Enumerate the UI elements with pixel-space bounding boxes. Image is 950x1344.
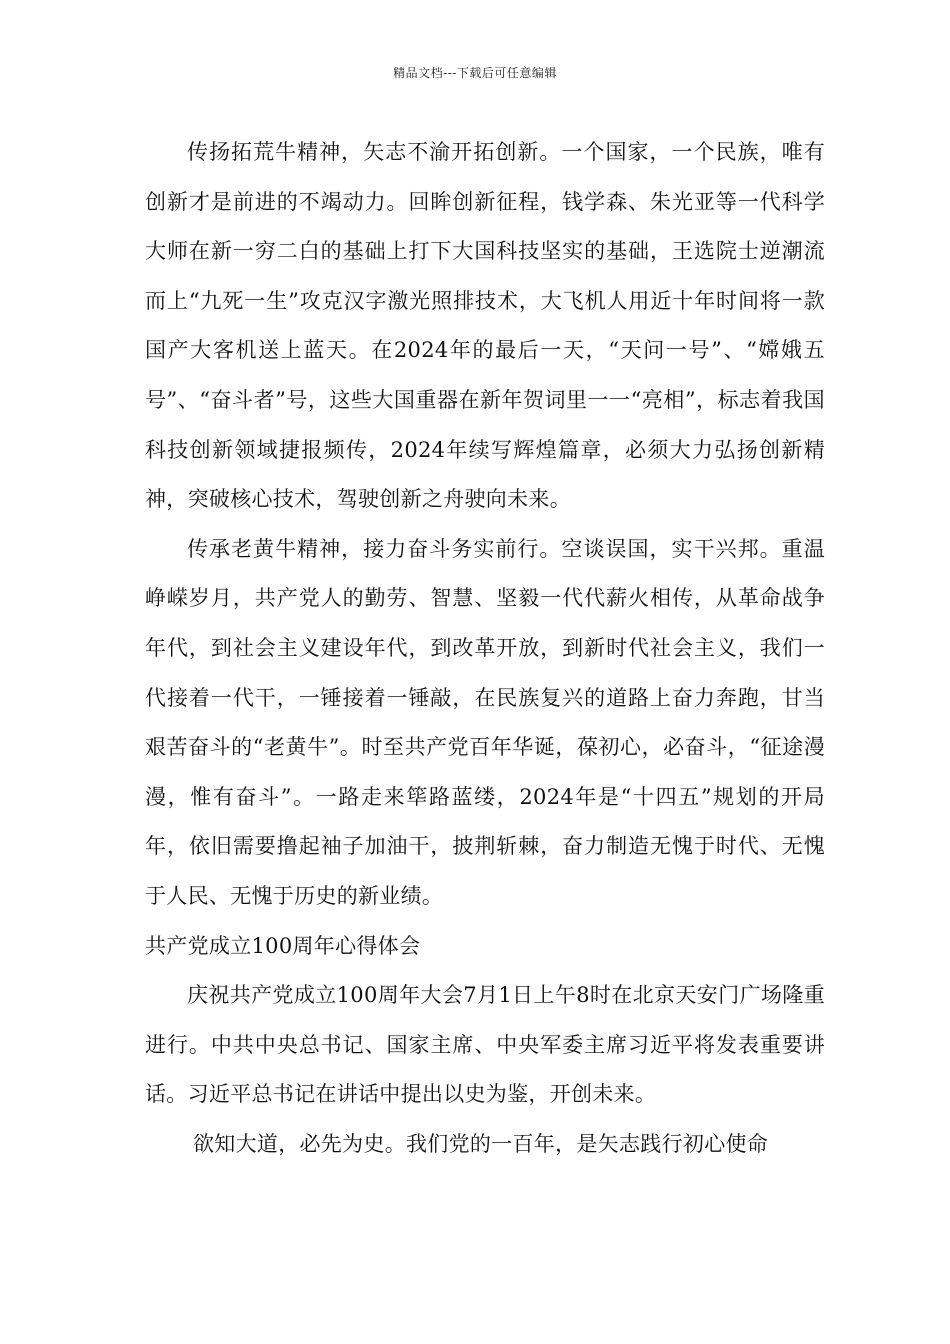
paragraph-pioneering-spirit: 传扬拓荒牛精神，矢志不渝开拓创新。一个国家，一个民族，唯有创新才是前进的不竭动力。回眸创新征程，钱学森、朱光亚等一代科学大师在新一穷二白的基础上打下大国科技坚实的基础，王选院士逆潮流而上“九死一生”攻克汉字激光照排技术，大飞机人用近十年时间将一款国产大客机送上蓝天。在2024年的最后一天，“天问一号”、“嫦娥五号”、“奋斗者”号，这些大国重器在新年贺词里一一“亮相”，标志着我国科技创新领域捷报频传，2024年续写辉煌篇章，必须大力弘扬创新精神，突破核心技术，驾驶创新之舟驶向未来。 [145,140,825,512]
document-body [145,128,825,1169]
paragraph-centenary-ceremony: 庆祝共产党成立100周年大会7月1日上午8时在北京天安门广场隆重进行。中共中央总书记、国家主席、中央军委主席习近平将发表重要讲话。习近平总书记在讲话中提出以史为鉴，开创未来。 [145,983,825,1107]
section-heading: 共产党成立100周年心得体会 [145,933,421,958]
page-header: 精品文档---下载后可任意编辑 [393,66,557,80]
paragraph-history: 欲知大道，必先为史。我们党的一百年，是矢志践行初心使命 [193,1131,769,1156]
paragraph-ox-spirit: 传承老黄牛精神，接力奋斗务实前行。空谈误国，实干兴邦。重温峥嵘岁月，共产党人的勤劳、智慧、坚毅一代代薪火相传，从革命战争年代，到社会主义建设年代，到改革开放，到新时代社会主义，我们一代接着一代干，一锤接着一锤敲，在民族复兴的道路上奋力奔跑，甘当艰苦奋斗的“老黄牛”。时至共产党百年华诞，葆初心，必奋斗，“征途漫漫，惟有奋斗”。一路走来筚路蓝缕，2024年是“十四五”规划的开局年，依旧需要撸起袖子加油干，披荆斩棘，奋力制造无愧于时代、无愧于人民、无愧于历史的新业绩。 [145,536,825,908]
